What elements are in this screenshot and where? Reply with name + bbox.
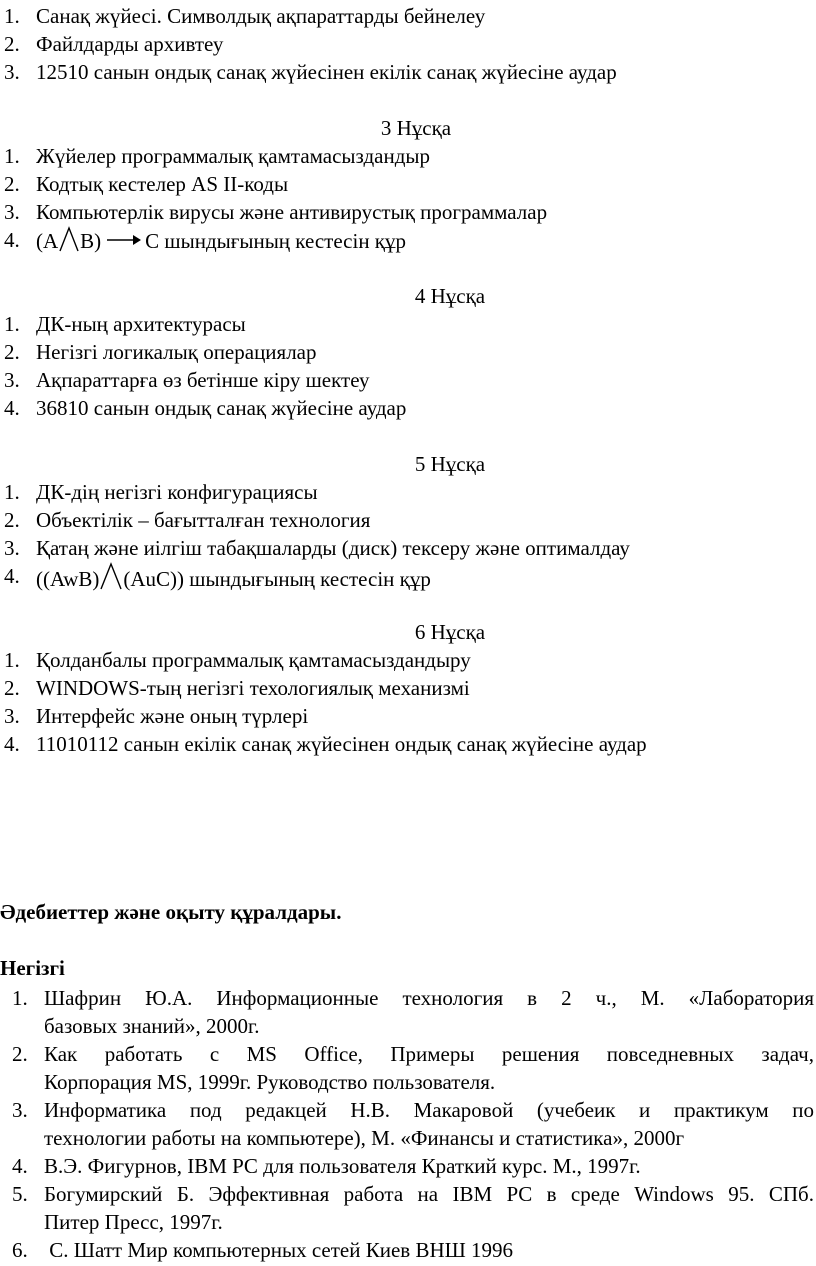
item-text: 12510 санын ондық санақ жүйесінен екілік санақ жүйесіне аудар [36, 60, 617, 84]
item-number: 2. [4, 676, 20, 700]
item-number: 3. [4, 368, 20, 392]
ref-text [44, 1152, 814, 1180]
ref-number: 1. [12, 986, 28, 1010]
ref-line: Шафрин Ю.А. Информационные технология в 2 ч., М. «Лаборатория [44, 986, 814, 1010]
ref-text [44, 1040, 814, 1096]
item-text: Қолданбалы программалық қамтамасыздандыру [36, 648, 471, 672]
ref-text [44, 1180, 814, 1236]
conjunction-symbol-icon [58, 226, 80, 252]
formula-part: (A [36, 229, 59, 253]
literature-subtitle: Негізгі [0, 956, 65, 980]
formula-part: B) [80, 229, 102, 253]
formula-part: ((AwB) [36, 567, 100, 591]
item-number: 4. [4, 564, 20, 588]
item-text: ДК-ның архитектурасы [36, 312, 246, 336]
item-number: 3. [4, 200, 20, 224]
item-number: 3. [4, 536, 20, 560]
item-number: 4. [4, 732, 20, 756]
ref-line: Как работать с MS Office, Примеры решения повседневных задач, [44, 1042, 814, 1066]
item-number: 4. [4, 396, 20, 420]
item-text: 36810 санын ондық санақ жүйесіне аудар [36, 396, 407, 420]
item-number: 1. [4, 648, 20, 672]
item-number: 1. [4, 4, 20, 28]
ref-line: С. Шатт Мир компьютерных сетей Киев ВНШ 1996 [44, 1238, 514, 1262]
item-text: Файлдарды архивтеу [36, 32, 224, 56]
conjunction-symbol-icon [99, 562, 123, 590]
item-number: 1. [4, 480, 20, 504]
ref-number: 4. [12, 1154, 28, 1178]
item-number: 2. [4, 508, 20, 532]
ref-line: Корпорация MS, 1999г. Руководство пользователя. [44, 1070, 496, 1094]
item-text: Интерфейс және оның түрлері [36, 704, 309, 728]
formula-part: (AuC)) шындығының кестесін құр [123, 567, 431, 591]
ref-number: 3. [12, 1098, 28, 1122]
item-text: Ақпараттарға өз бетінше кіру шектеу [36, 368, 370, 392]
ref-text [44, 1236, 814, 1264]
variant-heading: 5 Нұсқа [414, 452, 486, 476]
item-number: 2. [4, 340, 20, 364]
ref-number: 6. [12, 1238, 28, 1262]
item-number: 3. [4, 60, 20, 84]
ref-line: Питер Пресс, 1997г. [44, 1210, 223, 1234]
ref-line: базовых знаний», 2000г. [44, 1014, 260, 1038]
variant-heading: 4 Нұсқа [414, 284, 486, 308]
item-text [36, 226, 406, 255]
variant-heading: 6 Нұсқа [414, 620, 486, 644]
item-text: Кодтық кестелер AS II-коды [36, 172, 289, 196]
item-number: 3. [4, 704, 20, 728]
item-text: Компьютерлік вирусы және антивирустық программалар [36, 200, 548, 224]
item-text: WINDOWS-тың негізгі техологиялық механизмі [36, 676, 470, 700]
ref-line: В.Э. Фигурнов, IBM PC для пользователя Краткий курс. М., 1997г. [44, 1154, 641, 1178]
ref-line: Информатика под редакцей Н.В. Макаровой (учебеик и практикум по [44, 1098, 814, 1122]
item-number: 4. [4, 228, 20, 252]
item-text: 11010112 санын екілік санақ жүйесінен ондық санақ жүйесіне аудар [36, 732, 647, 756]
item-text: Жүйелер программалық қамтамасыздандыр [36, 144, 430, 168]
item-number: 1. [4, 144, 20, 168]
formula-part: C шындығының кестесін құр [145, 229, 407, 253]
ref-text [44, 984, 814, 1040]
ref-line: Богумирский Б. Эффективная работа на IBM PC в среде Windows 95. СПб. [44, 1182, 814, 1206]
variant-heading: 3 Нұсқа [380, 116, 452, 140]
item-text: Қатаң және иілгіш табақшаларды (диск) тексеру және оптималдау [36, 536, 630, 560]
item-text: Санақ жүйесі. Символдық ақпараттарды бейнелеу [36, 4, 486, 28]
item-text: Негізгі логикалық операциялар [36, 340, 317, 364]
item-text: Объектілік – бағытталған технология [36, 508, 371, 532]
ref-line: технологии работы на компьютере), М. «Финансы и статистика», 2000г [44, 1126, 685, 1150]
item-text: ДК-дің негізгі конфигурациясы [36, 480, 318, 504]
item-text [36, 562, 431, 593]
ref-number: 5. [12, 1182, 28, 1206]
item-number: 1. [4, 312, 20, 336]
ref-number: 2. [12, 1042, 28, 1066]
item-number: 2. [4, 172, 20, 196]
item-number: 2. [4, 32, 20, 56]
literature-title: Әдебиеттер және оқыту құралдары. [0, 900, 342, 924]
implication-arrow-icon [103, 230, 143, 250]
ref-text [44, 1096, 814, 1152]
